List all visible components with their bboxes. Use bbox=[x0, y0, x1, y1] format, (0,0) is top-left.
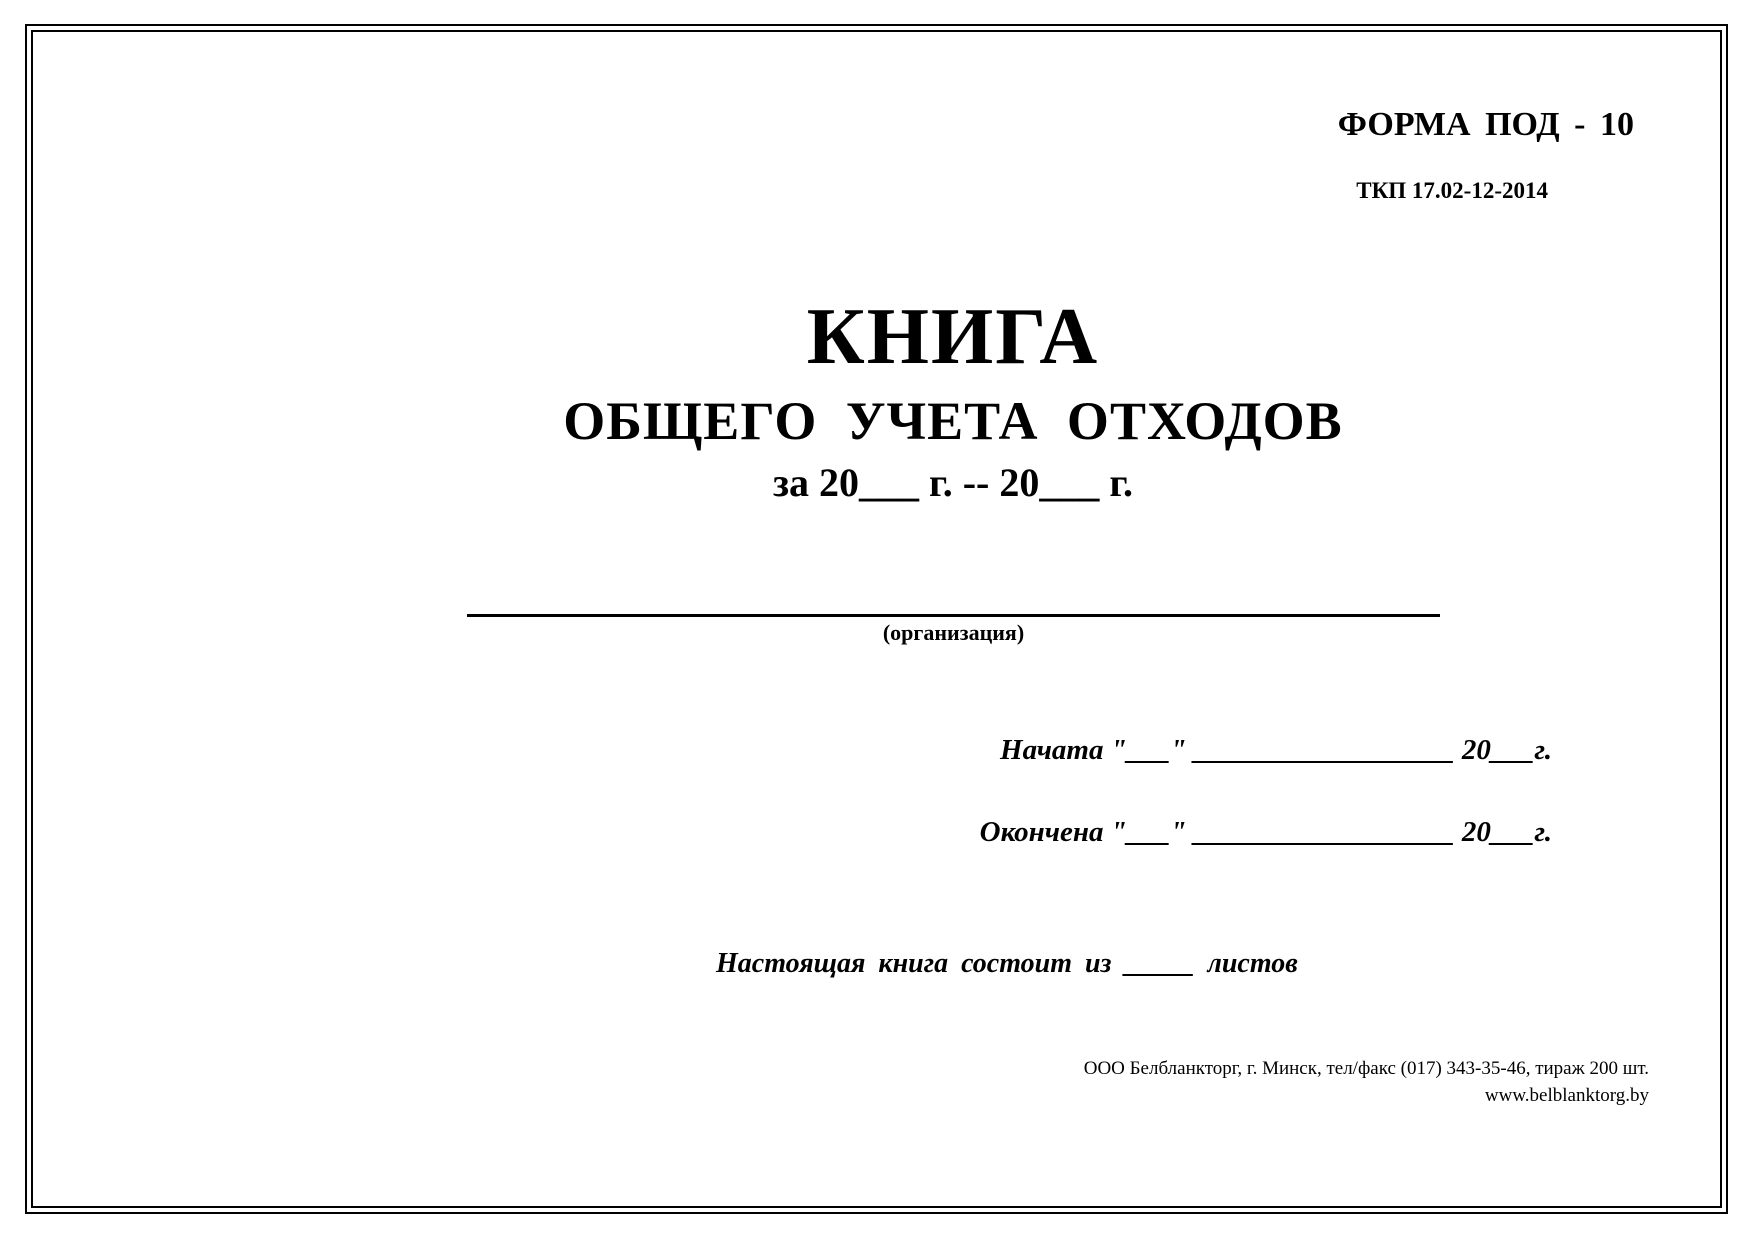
document-subtitle: ОБЩЕГО УЧЕТА ОТХОДОВ bbox=[563, 391, 1343, 451]
sheet-count-statement: Настоящая книга состоит из _____ листов bbox=[716, 948, 1298, 979]
end-date-line: Окончена "___" __________________ 20___г. bbox=[979, 816, 1552, 848]
form-code: ФОРМА ПОД - 10 bbox=[1337, 106, 1634, 143]
publisher-info: ООО Белбланкторг, г. Минск, тел/факс (017) 343-35-46, тираж 200 шт. bbox=[1083, 1058, 1649, 1079]
organization-blank-line bbox=[467, 614, 1440, 617]
standard-reference: ТКП 17.02-12-2014 bbox=[1356, 178, 1548, 203]
publisher-website: www.belblanktorg.by bbox=[1484, 1085, 1649, 1106]
period-line: за 20___ г. -- 20___ г. bbox=[772, 460, 1134, 505]
inner-border bbox=[31, 30, 1722, 1208]
document-title: КНИГА bbox=[806, 293, 1100, 381]
organization-caption: (организация) bbox=[882, 620, 1025, 645]
start-date-line: Начата "___" __________________ 20___г. bbox=[1000, 734, 1552, 766]
